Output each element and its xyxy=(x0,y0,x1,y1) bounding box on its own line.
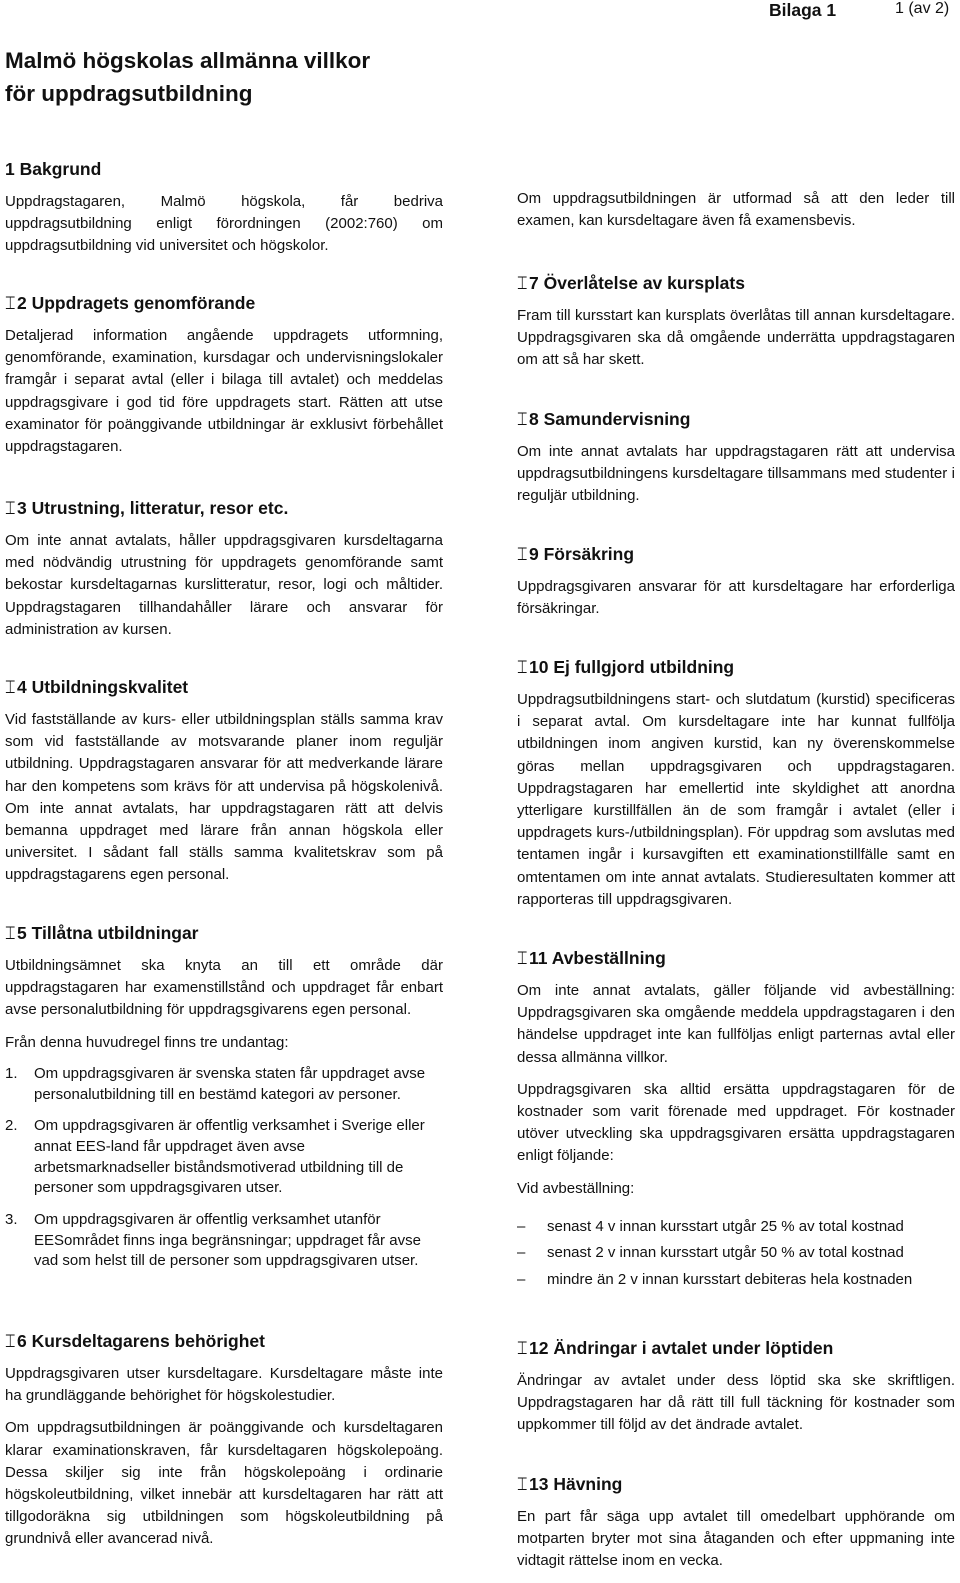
section-paragraph: Utbildningsämnet ska knyta an till ett område där uppdragstagaren har examenstillstånd och uppdraget får enbart avse personalutbildning för uppdragsgivarens egen personal. xyxy=(5,957,443,1019)
section-paragraph: Från denna huvudregel finns tre undantag: xyxy=(5,1033,289,1051)
section-paragraph: Om uppdragsutbildningen är poänggivande och kursdeltagaren klarar examinationskraven, får kursdeltagaren högskolepoäng. Dessa skiljer sig inte från högskolepoäng i ordinarie högskoleutbildning, vilket innebär att kursdeltagaren har rätt att tillgodoräkna sig utbildningen som högskoleutbildning på grundnivå eller avancerad nivå. xyxy=(5,1419,443,1548)
section-heading-text: 2 Uppdragets genomförande xyxy=(17,293,256,313)
section-6-continued xyxy=(517,188,955,242)
section-heading-text: 6 Kursdeltagarens behörighet xyxy=(17,1331,265,1351)
section-heading-text: 8 Samundervisning xyxy=(529,409,691,429)
text-cursor-icon: ⌶ xyxy=(517,409,528,429)
text-cursor-icon: ⌶ xyxy=(5,498,16,518)
list-item-text: Om uppdragsgivaren är svenska staten får uppdraget avse personalutbildning till en bestämd kategori av personer. xyxy=(34,1064,426,1103)
text-cursor-icon: ⌶ xyxy=(517,1474,528,1494)
text-cursor-icon: ⌶ xyxy=(5,677,16,697)
section-2 xyxy=(5,292,443,468)
cancellation-list xyxy=(517,1214,955,1294)
section-heading xyxy=(5,922,443,944)
text-cursor-icon: ⌶ xyxy=(517,544,528,564)
section-4 xyxy=(5,676,443,897)
section-paragraph: Om uppdragsutbildningen är utformad så att den leder till examen, kan kursdeltagare även få examensbevis. xyxy=(517,190,955,230)
section-paragraph: Vid avbeställning: xyxy=(517,1179,635,1197)
section-heading-text: 12 Ändringar i avtalet under löptiden xyxy=(529,1338,834,1358)
text-cursor-icon: ⌶ xyxy=(517,273,528,293)
section-heading-text: 3 Utrustning, litteratur, resor etc. xyxy=(17,498,289,518)
list-number: 1. xyxy=(5,1064,18,1082)
section-heading xyxy=(5,676,443,698)
text-cursor-icon: ⌶ xyxy=(5,923,16,943)
section-heading xyxy=(5,292,443,314)
section-paragraph: Om inte annat avtalats har uppdragstagaren rätt att undervisa uppdragsutbildningens kursdeltagare tillsammans med studenter i reguljär utbildning. xyxy=(517,443,955,505)
list-item: – senast 4 v innan kursstart utgår 25 % av total kostnad xyxy=(517,1214,955,1241)
section-12 xyxy=(517,1337,955,1447)
section-5 xyxy=(5,922,443,1283)
section-paragraph: Ändringar av avtalet under dess löptid ska ske skriftligen. Uppdragstagaren har då rätt till full täckning för kostnader som uppkommer till följd av det ändrade avtalet. xyxy=(517,1372,955,1434)
section-heading-text: 5 Tillåtna utbildningar xyxy=(17,923,199,943)
list-number: 3. xyxy=(5,1211,18,1229)
section-paragraph: Uppdragsgivaren ansvarar för att kursdeltagare har erforderliga försäkringar. xyxy=(517,578,955,618)
section-heading-text: 13 Hävning xyxy=(529,1474,623,1494)
section-11 xyxy=(517,947,955,1293)
section-heading-text: 4 Utbildningskvalitet xyxy=(17,677,189,697)
section-paragraph: Uppdragsgivaren utser kursdeltagare. Kursdeltagare måste inte ha grundläggande behörighet för högskolestudier. xyxy=(5,1365,443,1405)
section-3 xyxy=(5,497,443,651)
page-header xyxy=(0,0,960,24)
section-13 xyxy=(517,1473,955,1583)
exceptions-list xyxy=(5,1064,443,1272)
section-9 xyxy=(517,543,955,630)
section-heading-text: 9 Försäkring xyxy=(529,544,635,564)
section-heading: 1 Bakgrund xyxy=(5,159,102,179)
section-paragraph: Detaljerad information angående uppdragets utformning, genomförande, examination, kursdagar och undervisningslokaler framgår i separat avtal (eller i bilaga till avtalet) och meddelas uppdragsgivare i god tid före uppdragets start. Rätten att utse examinator för poänggivande utbildningar är exklusivt förbehållet uppdragstagaren. xyxy=(5,327,443,456)
section-heading xyxy=(5,497,443,519)
title-line-1: Malmö högskolas allmänna villkor xyxy=(5,48,371,73)
section-paragraph: Uppdragsutbildningens start- och slutdatum (kurstid) specificeras i separat avtal. Om kursdeltagare inte har kunnat fullfölja utbildningen inom angiven kurstid, kan ny överenskommelse göras mellan uppdragsgivaren och uppdragstagaren. Uppdragstagaren har emellertid inte skyldighet att anordna ytterligare kurstillfällen än de som framgår i avtalet (eller i uppdragets kurs-/utbildningsplan). För uppdrag som avslutas med tentamen ingår i kursavgiften ett examinationstillfälle samt en omtentamen om inte annat avtalats. Studieresultaten kommer att rapporteras till uppdragsgivaren. xyxy=(517,691,955,908)
section-heading xyxy=(5,1330,443,1352)
section-paragraph: Uppdragstagaren, Malmö högskola, får bedriva uppdragsutbildning enligt förordningen (2002:760) om uppdragsutbildning vid universitet och högskolor. xyxy=(5,193,443,255)
section-heading-text: 10 Ej fullgjord utbildning xyxy=(529,657,735,677)
section-8 xyxy=(517,408,955,518)
list-item-text: Om uppdragsgivaren är offentlig verksamhet i Sverige eller annat EES-land får uppdraget även avse arbetsmarknadseller biståndsmotiverad utbildning till de personer som uppdragsgivaren utser. xyxy=(34,1117,425,1197)
list-item-text: Om uppdragsgivaren är offentlig verksamhet utanför EESområdet finns inga begränsningar; uppdraget får avse vad som helst till de personer som uppdragsgivaren utser. xyxy=(34,1211,421,1270)
section-heading xyxy=(517,543,955,565)
attachment-label: Bilaga 1 xyxy=(769,0,837,20)
section-heading-text: 11 Avbeställning xyxy=(529,948,666,968)
section-paragraph: Fram till kursstart kan kursplats överlåtas till annan kursdeltagare. Uppdragsgivaren ska då omgående underrätta uppdragstagaren om att så har skett. xyxy=(517,307,955,369)
section-paragraph: Om inte annat avtalats, håller uppdragsgivaren kursdeltagarna med nödvändig utrustning för uppdragets genomförande samt bekostar kursdeltagarnas kurslitteratur, resor, logi och måltider. Uppdragstagaren tillhandahåller lärare och ansvarar för administration av kursen. xyxy=(5,532,443,638)
section-heading xyxy=(517,1473,955,1495)
section-10 xyxy=(517,656,955,921)
section-heading xyxy=(517,1337,955,1359)
list-item xyxy=(5,1210,443,1272)
list-item xyxy=(5,1064,443,1105)
page-number: 1 (av 2) xyxy=(895,0,950,17)
section-paragraph: Uppdragsgivaren ska alltid ersätta uppdragstagaren för de kostnader som varit förenade med uppdraget. För kostnader utöver utveckling ska uppdragsgivaren ersätta uppdragstagaren enligt följande: xyxy=(517,1080,955,1165)
section-heading xyxy=(517,656,955,678)
section-paragraph: Vid fastställande av kurs- eller utbildningsplan ställs samma krav som vid fastställande av motsvarande planer inom reguljär utbildning. Uppdragstagaren ansvarar för att medverkande lärare har den kompetens som krävs för att undervisa på högskolenivå. Om inte annat avtalats, har uppdragstagaren rätt att delvis bemanna uppdraget med lärare från annan högskola eller universitet. I sådant fall ställs samma kvalitetskrav som på uppdragstagarens egen personal. xyxy=(5,711,443,884)
text-cursor-icon: ⌶ xyxy=(5,293,16,313)
text-cursor-icon: ⌶ xyxy=(517,1338,528,1358)
section-heading-text: 7 Överlåtelse av kursplats xyxy=(529,273,745,293)
section-paragraph: Om inte annat avtalats, gäller följande vid avbeställning: Uppdragsgivaren ska omgående meddela uppdragstagaren i den händelse uppdraget inte kan fullföljas enligt parternas avtal eller dessa allmänna villkor. xyxy=(517,982,955,1066)
list-item xyxy=(5,1116,443,1199)
text-cursor-icon: ⌶ xyxy=(517,948,528,968)
list-item: – senast 2 v innan kursstart utgår 50 % av total kostnad xyxy=(517,1240,955,1267)
section-paragraph: En part får säga upp avtalet till omedelbart upphörande om motparten bryter mot sina åtaganden och efter uppmaning inte vidtagit rättelse inom en vecka. xyxy=(517,1508,955,1570)
title-line-2: för uppdragsutbildning xyxy=(5,81,253,106)
text-cursor-icon: ⌶ xyxy=(517,657,528,677)
document-title xyxy=(5,44,565,110)
list-item: – mindre än 2 v innan kursstart debiteras hela kostnaden xyxy=(517,1267,955,1294)
section-6 xyxy=(5,1330,443,1561)
section-heading xyxy=(517,408,955,430)
section-heading xyxy=(517,947,955,969)
list-number: 2. xyxy=(5,1117,18,1135)
section-7 xyxy=(517,272,955,382)
text-cursor-icon: ⌶ xyxy=(5,1331,16,1351)
section-heading xyxy=(517,272,955,294)
section-1 xyxy=(5,158,443,268)
